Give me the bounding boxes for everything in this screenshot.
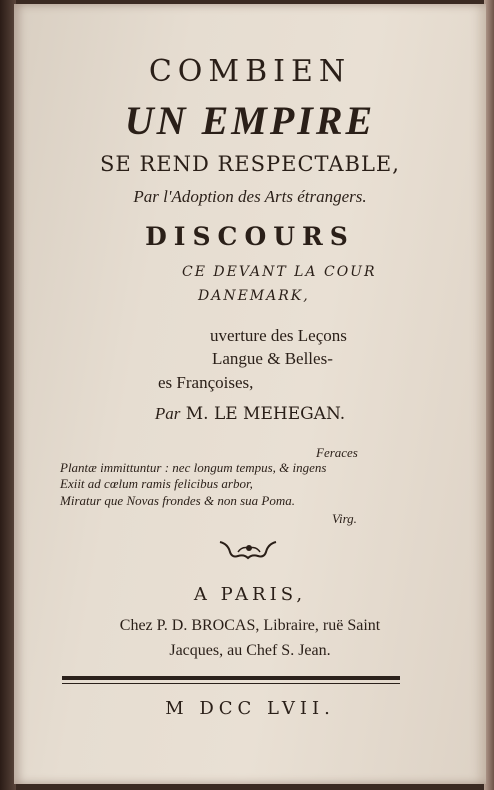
imprint-address: Jacques, au Chef S. Jean.: [169, 642, 331, 659]
subtitle-adoption: Par l'Adoption des Arts étrangers.: [133, 187, 367, 206]
quote-line: Plantæ immittuntur : nec longum tempus, & ingens: [60, 460, 327, 475]
title-page: [14, 4, 486, 784]
author-name: M. LE MEHEGAN.: [185, 404, 346, 424]
title-line-respectable: SE REND RESPECTABLE,: [100, 152, 400, 176]
imprint-city: A PARIS,: [193, 584, 307, 605]
publication-date: M DCC LVII.: [165, 698, 335, 719]
discours-heading: DISCOURS: [145, 222, 355, 251]
quote-line: Exiit ad cœlum ramis felicibus arbor,: [60, 476, 253, 491]
line-ouverture: uverture des Leçons: [210, 326, 347, 345]
quote-word: Feraces: [316, 445, 358, 460]
line-devant-la-cour: CE DEVANT LA COUR: [182, 264, 377, 280]
title-line-empire: UN EMPIRE: [124, 98, 376, 143]
author-line: [14, 404, 486, 424]
line-lettres: es Françoises,: [158, 373, 254, 392]
quote-line: Miratur que Novas frondes & non sua Poma.: [60, 493, 295, 508]
line-danemark: DANEMARK,: [198, 288, 310, 304]
line-langue: Langue & Belles-: [212, 349, 333, 368]
double-rule: [62, 676, 400, 680]
imprint-publisher: Chez P. D. BROCAS, Libraire, ruë Saint: [119, 617, 381, 634]
printer-ornament-icon: [214, 536, 284, 562]
author-prefix: Par: [154, 404, 181, 423]
double-rule-thin: [62, 683, 400, 684]
quote-source: Virg.: [332, 511, 357, 526]
title-line-combien: COMBIEN: [148, 54, 352, 89]
